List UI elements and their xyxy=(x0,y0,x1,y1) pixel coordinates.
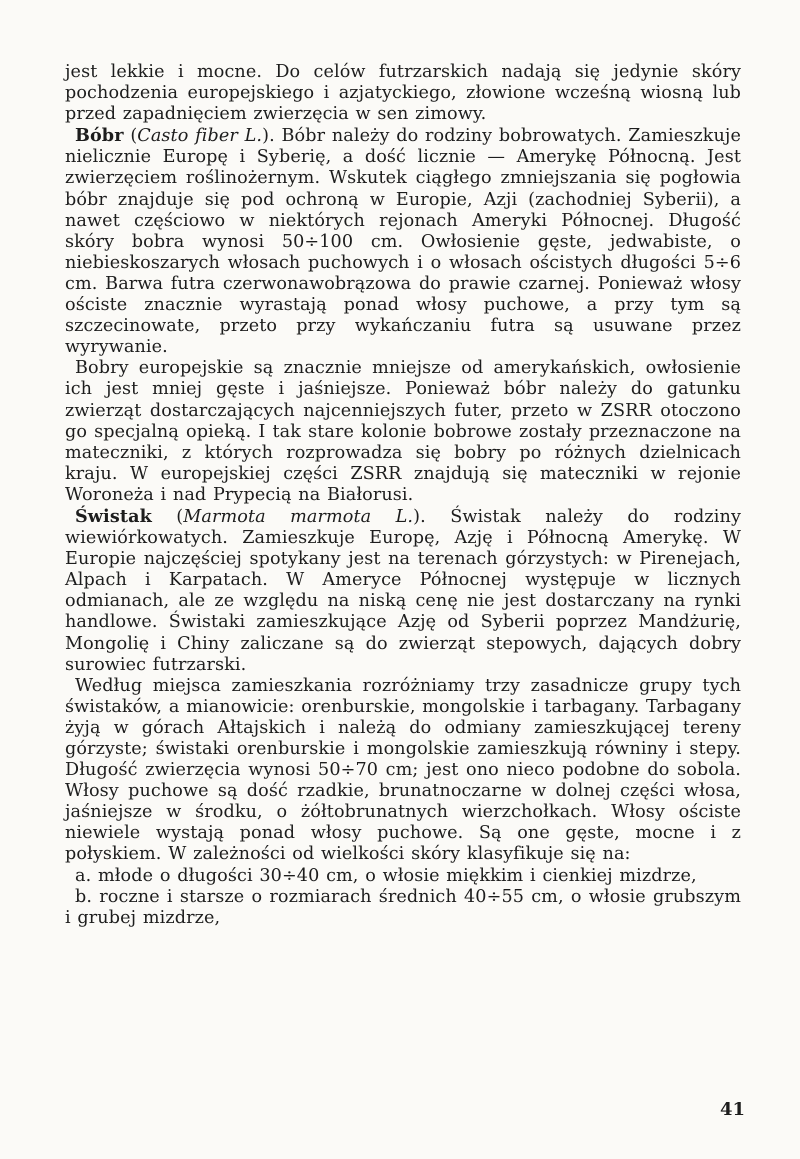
latin-name-beaver: Casto fiber L. xyxy=(137,126,263,147)
marmot-description: ). Świstak należy do rodziny wiewiórkowatych. Zamieszkuje Europę, Azję i Północną Amerykę. W Europie najczęściej spotykany jest na terenach górzystych: w Pirenejach, Alpach i Karpatach. W Ameryce Północnej występuje w licznych odmianach, ale ze względu na niską cenę nie jest dostarczany na rynki handlowe. Świstaki zamieszkujące Azję od Syberii poprzez Mandżurię, Mongolię i Chiny zaliczane są do zwierząt stepowych, dających dobry surowiec futrzarski. xyxy=(65,506,741,675)
paragraph-marmot-groups: Według miejsca zamieszkania rozróżniamy trzy zasadnicze grupy tych świstaków, a mianowicie: orenburskie, mongolskie i tarbagany. Tarbagany żyją w górach Ałtajskich i należą do odmiany zamieszkującej tereny górzyste; świstaki orenburskie i mongolskie zamieszkują równiny i stepy. Długość zwierzęcia wynosi 50÷70 cm; jest ono nieco podobne do sobola. Włosy puchowe są dość rzadkie, brunatnoczarne w dolnej części włosa, jaśniejsze w środku, o żółtobrunatnych wierzchołkach. Włosy ościste niewiele wystają ponad włosy puchowe. Są one gęste, mocne i z połyskiem. W zależności od wielkości skóry klasyfikuje się na: xyxy=(65,675,741,865)
list-item-b: b. roczne i starsze o rozmiarach średnich 40÷55 cm, o włosie grubszym i grubej mizdrze, xyxy=(65,886,741,928)
list-item-a: a. młode o długości 30÷40 cm, o włosie miękkim i cienkiej mizdrze, xyxy=(75,865,697,886)
page-body xyxy=(65,62,741,929)
paragraph-marmot xyxy=(65,506,741,676)
latin-name-marmot: Marmota marmota L. xyxy=(183,506,414,527)
paragraph-european-beavers: Bobry europejskie są znacznie mniejsze od amerykańskich, owłosienie ich jest mniej gęste i jaśniejsze. Ponieważ bóbr należy do gatunku zwierząt dostarczających najcenniejszych futer, przeto w ZSRR otoczono go specjalną opieką. I tak stare kolonie bobrowe zostały przeznaczone na mateczniki, z których rozprowadza się bobry po różnych dzielnicach kraju. W europejskiej części ZSRR znajdują się mateczniki w rejonie Woroneża i nad Prypecią na Białorusi. xyxy=(65,358,741,505)
paren-open: ( xyxy=(151,506,184,527)
species-name-marmot: Świstak xyxy=(75,505,152,527)
page-number: 41 xyxy=(720,1099,746,1120)
paragraph-continuation: jest lekkie i mocne. Do celów futrzarskich nadają się jedynie skóry pochodzenia europejskiego i azjatyckiego, złowione wcześną wiosną lub przed zapadnięciem zwierzęcia w sen zimowy. xyxy=(65,62,741,125)
beaver-description: ). Bóbr należy do rodziny bobrowatych. Zamieszkuje nielicznie Europę i Syberię, a dość licznie — Amerykę Północną. Jest zwierzęciem roślinożernym. Wskutek ciągłego zmniejszania się pogłowia bóbr znajduje się pod ochroną w Europie, Azji (zachodniej Syberii), a nawet częściowo w niektórych rejonach Ameryki Północnej. Długość skóry bobra wynosi 50÷100 cm. Owłosienie gęste, jedwabiste, o niebieskoszarych włosach puchowych i o włosach ościstych długości 5÷6 cm. Barwa futra czerwonawobrązowa do prawie czarnej. Ponieważ włosy ościste znacznie wyrastają ponad włosy puchowe, a przy tym są szczecinowate, przeto przy wykańczaniu futra są usuwane przez wyrywanie. xyxy=(65,126,741,358)
paragraph-beaver xyxy=(65,125,741,358)
paren-open: ( xyxy=(123,126,138,147)
species-name-beaver: Bóbr xyxy=(75,125,124,147)
